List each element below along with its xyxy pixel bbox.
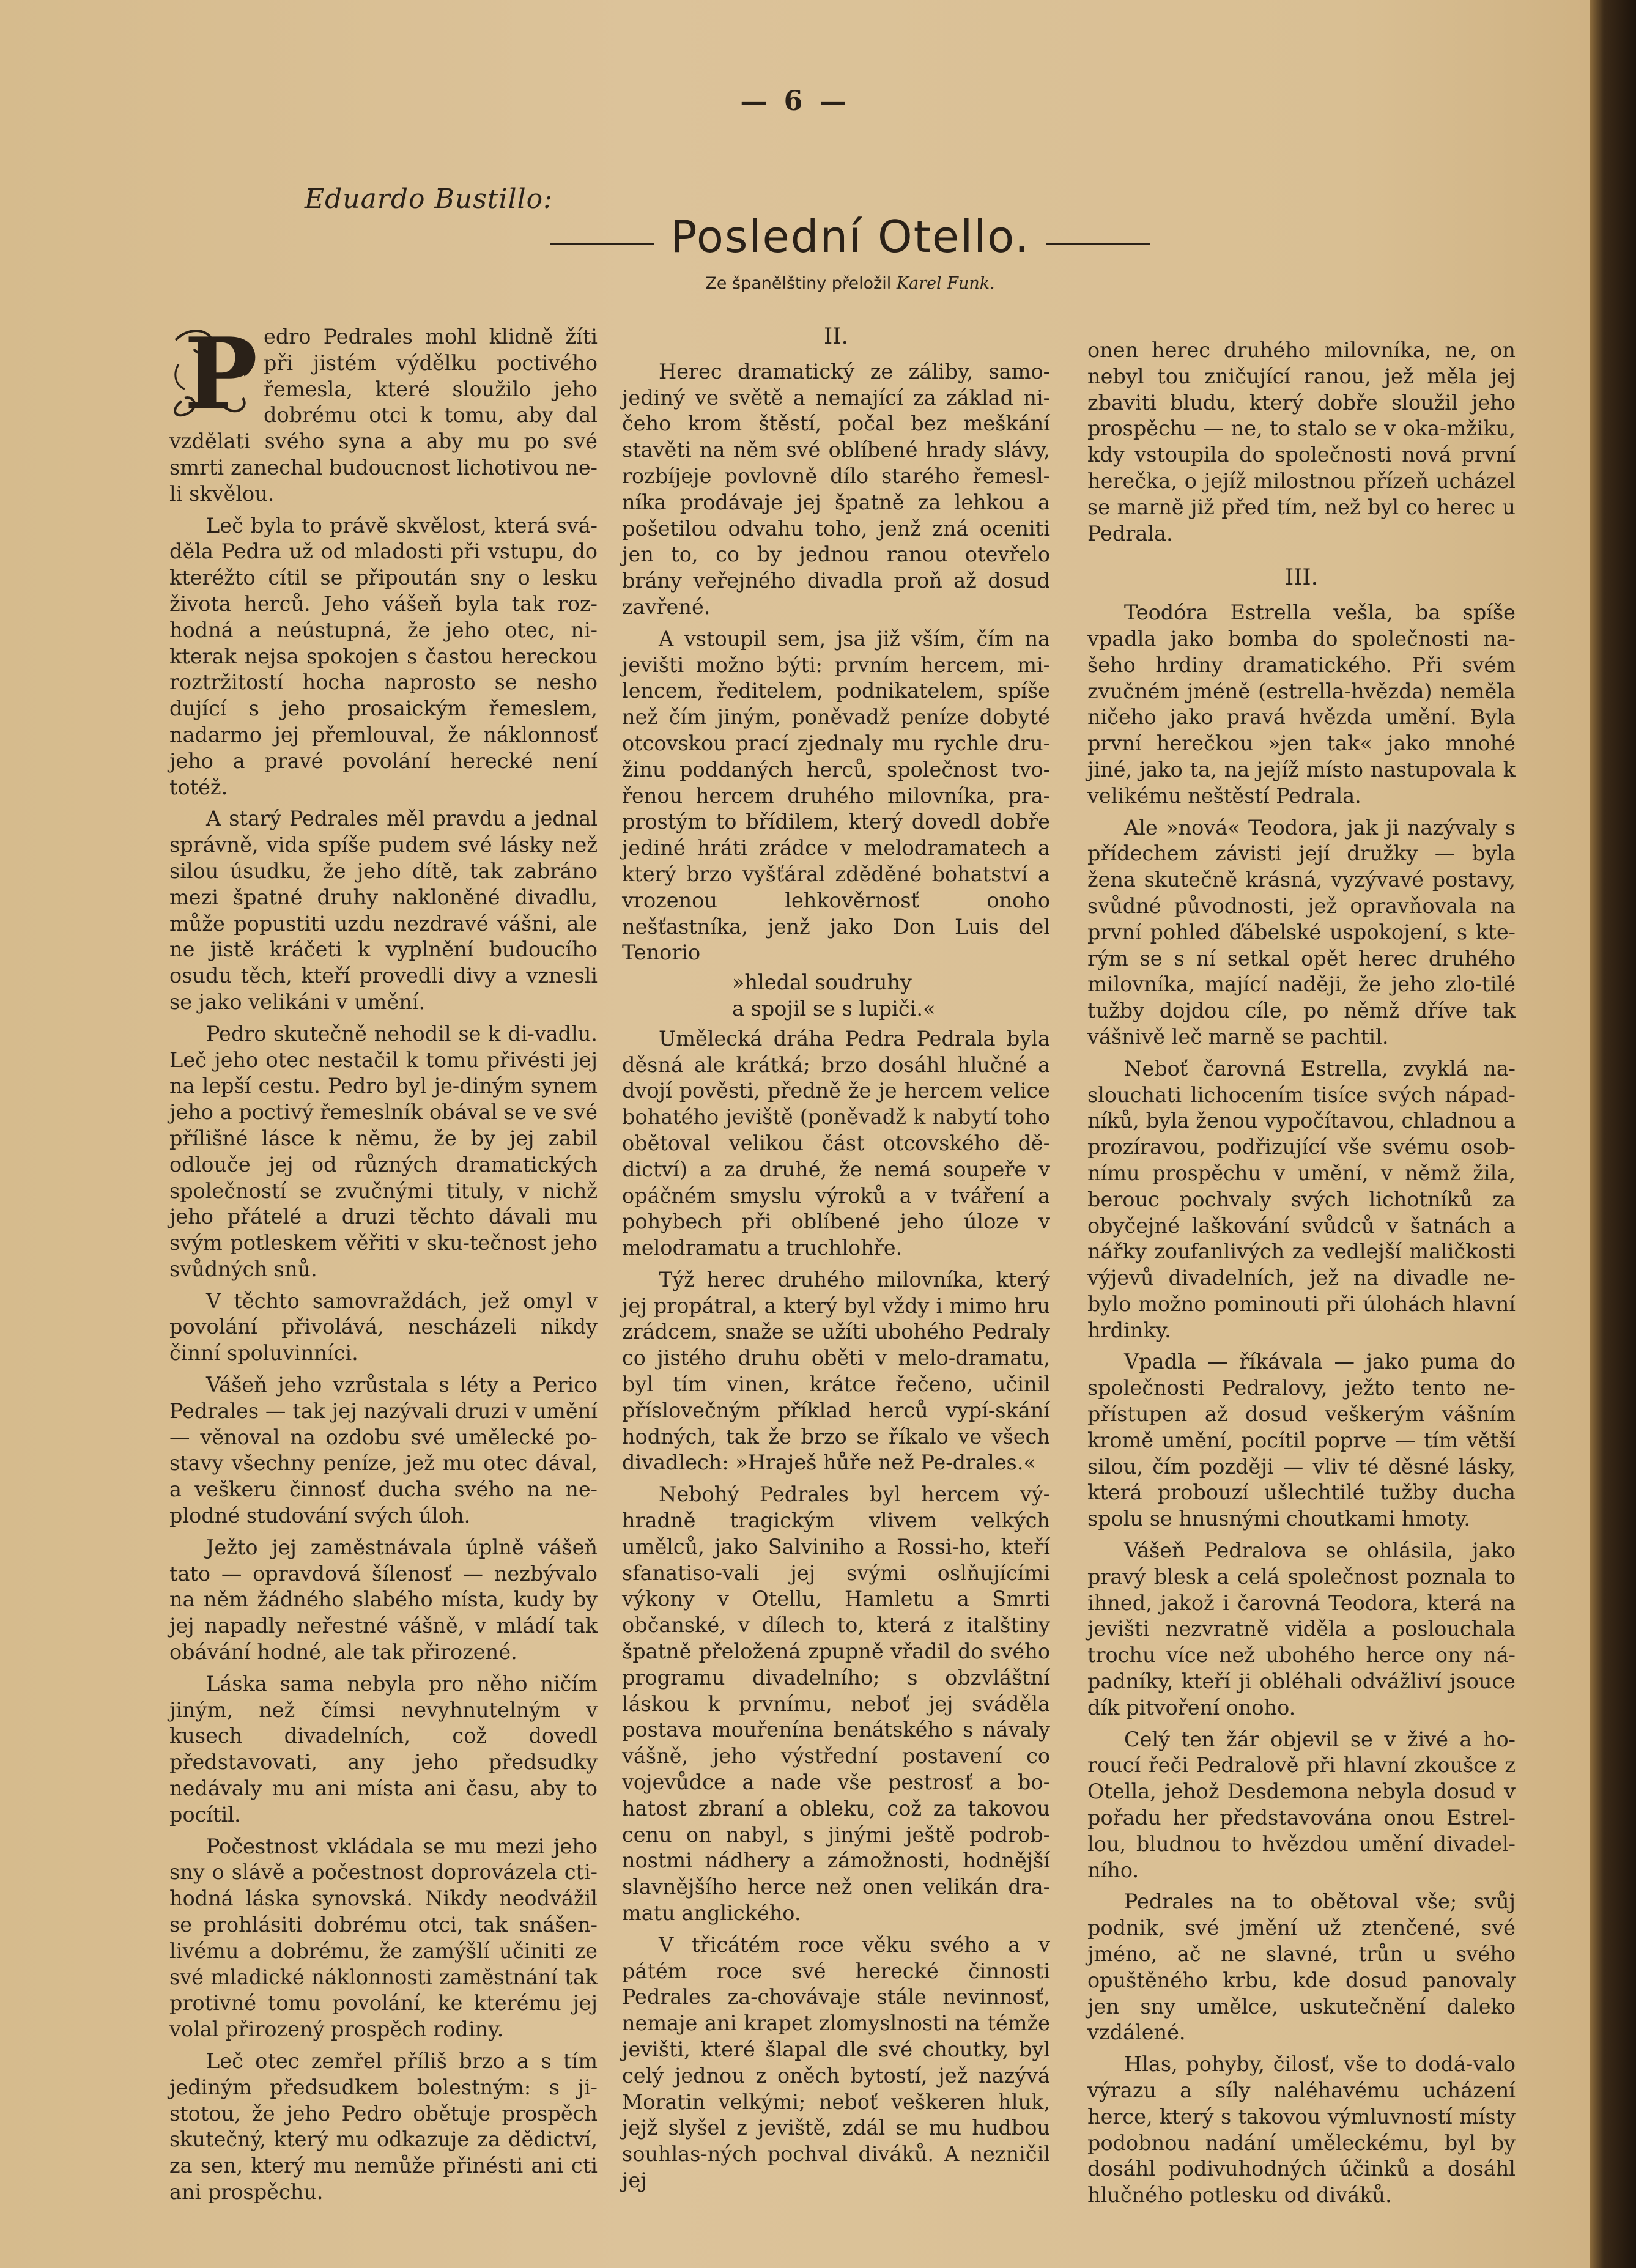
verse-line: »hledal soudruhy (732, 970, 912, 995)
translator-name: Karel Funk. (896, 274, 995, 293)
paragraph: Celý ten žár objevil se v živé a ho-roucí řeči Pedralově při hlavní zkoušce z Otella, jehož Desdemona nebyla dosud v pořadu her představována onou Estrel-lou, bludnou to hvězdou umění divadel-ního. (1087, 1727, 1516, 1882)
paragraph: Ježto jej zaměstnávala úplně vášeň tato — opravdová šílenosť — nezbývalo na něm žádného slabého místa, kudy by jej napadly neřestné vášně, v mládí tak obávání hodné, ale tak přirozené. (169, 1535, 598, 1664)
verse-line: a spojil se s lupiči.« (732, 996, 936, 1021)
paragraph: edro Pedrales mohl klidně žíti při jistém výdělku poctivého řemesla, které sloužilo jeho dobrému otci k tomu, aby dal vzdělati svého syna a aby mu po své smrti zanechal budoucnost lichotivou ne-li skvělou. (169, 325, 598, 506)
paragraph: onen herec druhého milovníka, ne, on nebyl tou zničující ranou, jež měla jej zbaviti bludu, který dobře sloužil jeho prospěchu — ne, to stalo se v oka-mžiku, kdy vstoupila do společnosti nová první herečka, o jejíž milostnou přízeň ucházel se marně již před tím, než byl co herec u Pedrala. (1087, 338, 1516, 545)
verse-quote (622, 970, 1050, 1022)
author-name: Eduardo Bustillo: (305, 183, 553, 215)
translator-prefix: Ze španělštiny přeložil (705, 274, 892, 293)
paragraph: Teodóra Estrella vešla, ba spíše vpadla jako bomba do společnosti na-šeho hrdiny dramatického. Při svém zvučném jméně (estrella-hvězda) neměla ničeho jako pravá hvězda umění. Byla první herečkou »jen tak« jako mnohé jiné, jako ta, na jejíž místo nastupovala k velikému neštěstí Pedrala. (1087, 600, 1516, 808)
text-column-3 (1087, 338, 1516, 2209)
title-rule-right (1046, 243, 1150, 245)
paragraph: Vášeň jeho vzrůstala s léty a Perico Pedrales — tak jej nazývali druzi v umění — věnoval na ozdobu své umělecké po-stavy všechny peníze, jež mu otec dával, a veškeru činnosť ducha svého na ne-plodné studování svých úloh. (169, 1373, 598, 1528)
chapter-heading: III. (1284, 565, 1319, 591)
paragraph: Leč otec zemřel příliš brzo a s tím jediným předsudkem bolestným: s ji-stotou, že jeho Pedro obětuje prospěch skutečný, který mu odkazuje za dědictví, za sen, který mu nemůže přinésti ani cti ani prospěchu. (169, 2049, 598, 2204)
paragraph: Hlas, pohyby, čilosť, vše to dodá-valo výrazu a síly naléhavému ucházení herce, který s takovou výmluvností místy podobnou nadání uměleckému, byl by dosáhl podivuhodných účinků a dosáhl hlučného potlesku od diváků. (1087, 2052, 1516, 2207)
text-column-1 (169, 316, 598, 2206)
chapter-heading: II. (824, 324, 848, 349)
paragraph: A vstoupil sem, jsa již vším, čím na jevišti možno býti: prvním hercem, mi-lencem, ředitelem, podnikatelem, spíše než čím jiným, poněvadž peníze dobyté otcovskou prací zjednaly mu rychle dru-žinu poddaných herců, společnost tvo-řenou hercem druhého milovníka, pra-prostým to břídilem, který dovedl dobře jediné hráti zrádce v melodramatech a který brzo vyšťáral zděděné bohatství a vrozenou lehkověrnosť onoho nešťastníka, jenž jako Don Luis del Tenorio (622, 626, 1050, 965)
paragraph: A starý Pedrales měl pravdu a jednal správně, vida spíše pudem své lásky než silou úsudku, že jeho dítě, tak zabráno mezi špatné druhy nakloněné divadlu, může popustiti uzdu nezdravé vášni, ale ne jistě kráčeti k vyplnění budoucího osudu těch, kteří provedli divy a vznesli se jako velikáni v umění. (169, 807, 598, 1014)
book-spine-edge (1590, 0, 1636, 2268)
page-number: — 6 — (740, 86, 850, 117)
paragraph: Vášeň Pedralova se ohlásila, jako pravý blesk a celá společnost poznala to ihned, jakož i čarovná Teodora, která na jevišti nezvratně viděla a poslouchala trochu více než ubohého herce ony ná-padníky, kteří ji obléhali odvážliví jsouce dík pitvoření onoho. (1087, 1538, 1516, 1719)
paragraph: Umělecká dráha Pedra Pedrala byla děsná ale krátká; brzo dosáhl hlučné a dvojí pověsti, předně že je hercem velice bohatého jeviště (poněvadž k nabytí toho obětoval velikou část otcovského dě-dictví) a za druhé, že nemá soupeře v opáčném smyslu výroků a v tváření a pohybech při oblíbené jeho úloze v melodramatu a truchlohře. (622, 1026, 1050, 1260)
ornamental-dropcap (169, 316, 258, 431)
paragraph: Ale »nová« Teodora, jak ji nazývaly s přídechem závisti její družky — byla žena skutečně krásná, vyzývavé postavy, svůdné původnosti, jež opravňovala na první pohled ďábelské uspokojení, s kte-rým se s ní setkal opět herec druhého milovníka, mající naději, že jeho zlo-tilé tužby dojdou cíle, po němž dříve tak vášnivě leč marně se pachtil. (1087, 815, 1516, 1049)
paragraph: Leč byla to právě skvělost, která svá-děla Pedra už od mladosti při vstupu, do kteréžto cítil se připoután sny o lesku života herců. Jeho vášeň byla tak roz-hodná a neústupná, že jeho otec, ni-kterak nejsa spokojen s častou hereckou roztržitostí hocha naprosto se nesho dující s jeho prosaickým řemeslem, nadarmo jej přemlouval, že náklonnosť jeho a pravé povolání herecké není totéž. (169, 513, 598, 799)
paragraph: Pedro skutečně nehodil se k di-vadlu. Leč jeho otec nestačil k tomu přivésti jej na lepší cestu. Pedro byl je-diným synem jeho a poctivý řemeslník obával se ve své přílišné lásce k němu, že by jej zabil odlouče jej od různých dramatických společností se zvučnými tituly, v nichž jeho přátelé a druzi těchto dávali mu svým potleskem věřiti v sku-tečnost jeho svůdných snů. (169, 1021, 598, 1281)
text-column-2 (622, 324, 1050, 2194)
title-row (550, 211, 1150, 266)
paragraph: Láska sama nebyla pro něho ničím jiným, než čímsi nevyhnutelným v kusech divadelních, což dovedl představovati, any jeho předsudky nedávaly mu ani místa ani času, aby to pocítil. (169, 1671, 598, 1827)
paragraph: Týž herec druhého milovníka, který jej propátral, a který byl vždy i mimo hru zrádcem, snaže se užíti ubohého Pedraly co jistého druhu oběti v melo-dramatu, byl tím vinen, krátce řečeno, učinil příslovečným příklad herců vypí-skání hodných, tak že brzo se říkalo ve všech divadlech: »Hraješ hůře než Pe-drales.« (622, 1267, 1050, 1475)
dropcap-letter: P (184, 316, 258, 431)
paragraph: Nebohý Pedrales byl hercem vý-hradně tragickým vlivem velkých umělců, jako Salviniho a Rossi-ho, kteří sfanatiso-vali jej svými oslňujícími výkony v Otellu, Hamletu a Smrti občanské, v dílech to, která z italštiny špatně přeložená zpupně vřadil do svého programu divadelního; s obzvláštní láskou k prvnímu, neboť jej sváděla postava mouřenína benátského s návaly vášně, jeho výstřední postavení co vojevůdce a nade vše pestrosť a bo-hatost zbraní a obleku, což za takovou cenu on nabyl, s jinými ještě podrob-nostmi nádhery a zámožnosti, hodnější slavnějšího herce než onen velikán dra-matu anglického. (622, 1482, 1050, 1926)
paragraph: V třicátém roce věku svého a v pátém roce své herecké činnosti Pedrales za-chovávaje stále nevinnosť, nemaje ani krapet zlomyslnosti na témže jevišti, které šlapal dle své choutky, byl celý jednou z oněch bytostí, jež nazývá Moratin velkými; neboť veškeren hluk, jejž slyšel z jeviště, zdál se mu hudbou souhlas-ných pochval diváků. A nezničil jej (622, 1932, 1050, 2192)
paragraph: Pedrales na to obětoval vše; svůj podnik, své jmění už ztenčené, své jméno, ač ne slavné, trůn u svého opuštěného krbu, kde dosud panovaly jen sny umělce, uskutečnění daleko vzdálené. (1087, 1889, 1516, 2045)
paragraph: Neboť čarovná Estrella, zvyklá na-slouchati lichocením tisíce svých nápad-níků, byla ženou vypočítavou, chladnou a prozíravou, podřizující vše svému osob-nímu prospěchu v umění, v němž žila, berouc pochvaly svých lichotníků za obyčejné laškování svůdců v šatnách a nářky zoufanlivých za vedlejší maličkosti výjevů divadelních, jež na divadle ne-bylo možno pominouti při úlohách hlavní hrdinky. (1087, 1056, 1516, 1342)
paragraph: Herec dramatický ze záliby, samo-jediný ve světě a nemající za základ ni-čeho krom štěstí, počal bez meškání stavěti na něm své oblíbené hrady slávy, rozbíjeje povlovně dílo starého řemesl-níka prodávaje jej špatně za lehkou a pošetilou odvahu toho, jenž zná oceniti jen to, co by jednou ranou otevřelo brány veřejného divadla proň až dosud zavřené. (622, 359, 1050, 619)
translator-credit (550, 274, 1150, 293)
article-title: Poslední Otello. (670, 211, 1030, 262)
paragraph: Počestnost vkládala se mu mezi jeho sny o slávě a počestnost doprovázela cti-hodná láska synovská. Nikdy neodvážil se prohlásiti dobrému otci, tak snášen-livému a dobrému, že zamýšlí učiniti ze své mladické náklonnosti zaměstnání tak protivné tomu povolání, ke kterému jej volal přirozený prospěch rodiny. (169, 1834, 598, 2042)
paragraph: V těchto samovraždách, jež omyl v povolání přivolává, nescházeli nikdy činní spoluvinníci. (169, 1288, 598, 1365)
paragraph: Vpadla — říkávala — jako puma do společnosti Pedralovy, ježto tento ne-přístupen až dosud veškerým vášním kromě umění, pocítil poprve — tím větší silou, čím později — vliv té děsné lásky, která probouzí ušlechtilé tužby ducha spolu se hnusnými choutkami hmoty. (1087, 1350, 1516, 1531)
